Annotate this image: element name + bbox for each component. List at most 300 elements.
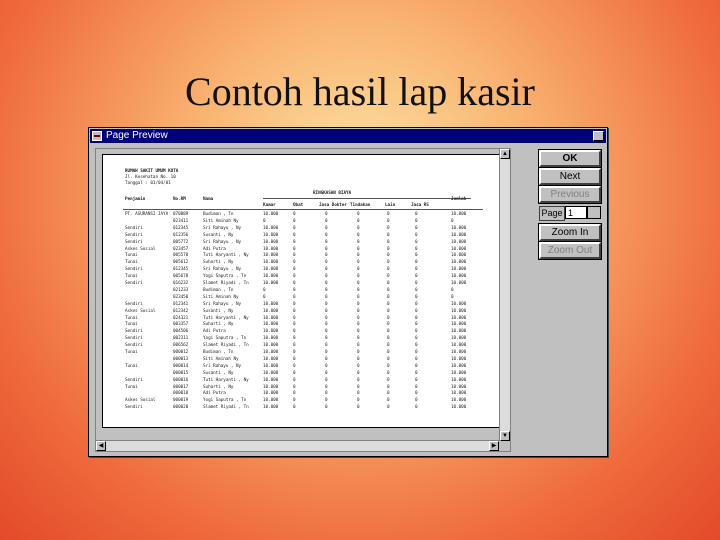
cell-jasa-dokter: 0 [325,260,328,266]
cell-kamar: 10.000 [263,370,279,376]
report-address: Jl. Kesehatan No. 10 [125,175,176,180]
cell-jumlah: 10.000 [451,322,467,328]
cell-tindakan: 0 [357,308,360,314]
next-button[interactable]: Next [539,168,601,185]
cell-jasa-rs: 0 [415,308,418,314]
cell-nama: Budiman , Tn [203,212,234,217]
preview-area [95,148,511,452]
cell-no-rm: 004506 [173,329,189,335]
cell-penjamin: Sendiri [125,301,143,307]
report-org: RUMAH SAKIT UMUM KOTA [125,169,179,174]
cell-lain: 0 [387,281,390,286]
cell-jumlah: 10.000 [451,377,467,383]
page-label: Page [539,206,565,221]
cell-nama: Adi Putra [203,329,226,335]
cell-tindakan: 0 [357,315,360,321]
vertical-scrollbar[interactable] [499,149,510,441]
cell-kamar: 10.000 [263,405,279,411]
cell-jumlah: 10.000 [451,232,467,238]
cell-kamar: 10.000 [263,308,279,314]
cell-jumlah: 10.000 [451,329,467,335]
cell-tindakan: 0 [357,356,360,362]
cell-kamar: 10.000 [263,377,279,383]
cell-jasa-rs: 0 [415,377,418,383]
cell-no-rm: 000013 [173,356,189,362]
cell-lain: 0 [387,260,390,266]
cell-jasa-rs: 0 [415,212,418,217]
cell-kamar: 10.000 [263,267,279,273]
cell-no-rm: 000012 [173,350,189,355]
cell-kamar: 10.000 [263,336,279,342]
cell-obat: 0 [293,343,296,349]
cell-tindakan: 0 [357,267,360,273]
cell-jasa-rs: 0 [415,336,418,342]
cell-lain: 0 [387,336,390,342]
cell-tindakan: 0 [357,218,360,224]
cell-penjamin: Sendiri [125,343,143,349]
cell-nama: Sri Rahayu , Ny [203,301,242,307]
cell-jumlah: 10.000 [451,225,467,231]
cell-penjamin: Tunai [125,260,138,266]
cell-nama: Sri Rahayu , Ny [203,239,242,245]
cell-obat: 0 [293,267,296,273]
cell-no-rm: 000016 [173,377,189,383]
cell-obat: 0 [293,391,296,397]
cell-tindakan: 0 [357,232,360,238]
cell-tindakan: 0 [357,322,360,328]
cell-nama: Susanti , Ny [203,370,234,376]
cell-jasa-rs: 0 [415,260,418,266]
cell-lain: 0 [387,370,390,376]
cell-jumlah: 0 [451,218,454,224]
page-preview-window [88,127,608,457]
header-no-rm: No.RM [173,197,186,202]
horizontal-scrollbar[interactable] [96,440,499,451]
cell-jasa-dokter: 0 [325,405,328,411]
cell-jasa-dokter: 0 [325,287,328,293]
cell-jumlah: 10.000 [451,391,467,397]
cell-kamar: 0 [263,287,266,293]
cell-kamar: 10.000 [263,350,279,355]
cell-tindakan: 0 [357,281,360,286]
cell-penjamin: Tunai [125,384,138,390]
cell-tindakan: 0 [357,301,360,307]
cell-lain: 0 [387,212,390,217]
header-jumlah: Jumlah [451,197,467,202]
cell-jumlah: 10.000 [451,398,467,404]
cell-jumlah: 10.000 [451,370,467,376]
cell-obat: 0 [293,294,296,300]
cell-nama: Siti Aminah Ny [203,356,239,362]
cell-penjamin: Tunai [125,350,138,355]
cell-no-rm: 000015 [173,370,189,376]
cell-penjamin: Sendiri [125,377,143,383]
cell-no-rm: 000017 [173,384,189,390]
cell-jasa-rs: 0 [415,384,418,390]
cell-tindakan: 0 [357,253,360,259]
cell-jasa-rs: 0 [415,356,418,362]
cell-jasa-rs: 0 [415,294,418,300]
cell-obat: 0 [293,218,296,224]
cell-jasa-rs: 0 [415,398,418,404]
cell-no-rm: 012341 [173,301,189,307]
cell-nama: Tuti Haryanti , Ny [203,253,249,259]
cell-lain: 0 [387,253,390,259]
cell-nama: Susanti , Ny [203,232,234,238]
cell-lain: 0 [387,308,390,314]
ok-button[interactable]: OK [539,150,601,167]
cell-jasa-dokter: 0 [325,294,328,300]
cell-jasa-rs: 0 [415,363,418,369]
cell-tindakan: 0 [357,391,360,397]
header-penjamin: Penjamin [125,197,146,202]
cell-kamar: 10.000 [263,225,279,231]
cell-lain: 0 [387,377,390,383]
cell-jumlah: 10.000 [451,267,467,273]
cell-no-rm: 024321 [173,315,189,321]
cell-tindakan: 0 [357,363,360,369]
cell-no-rm: 000018 [173,391,189,397]
scroll-right-icon[interactable]: ▶ [489,441,499,451]
cell-kamar: 10.000 [263,356,279,362]
cell-nama: Siti Aminah Ny [203,218,239,224]
cell-penjamin: Askes Sosial [125,246,156,252]
cell-lain: 0 [387,315,390,321]
cell-penjamin: Askes Sosial [125,398,156,404]
system-menu-icon[interactable] [92,131,102,141]
cell-jasa-rs: 0 [415,225,418,231]
cell-lain: 0 [387,405,390,411]
window-titlebar[interactable] [90,129,606,143]
cell-lain: 0 [387,246,390,252]
cell-penjamin: Tunai [125,322,138,328]
cell-jasa-dokter: 0 [325,301,328,307]
cell-no-rm: 070889 [173,212,189,217]
cell-penjamin: Sendiri [125,281,143,286]
cell-jumlah: 10.000 [451,239,467,245]
cell-obat: 0 [293,356,296,362]
cell-penjamin: Sendiri [125,225,143,231]
cell-kamar: 0 [263,218,266,224]
cell-kamar: 10.000 [263,329,279,335]
cell-lain: 0 [387,343,390,349]
cell-tindakan: 0 [357,294,360,300]
cell-nama: Sri Rahayu , Ny [203,225,242,231]
cell-nama: Tuti Haryanti , Ny [203,377,249,383]
cell-tindakan: 0 [357,287,360,293]
cell-kamar: 10.000 [263,398,279,404]
cell-penjamin: Tunai [125,315,138,321]
cell-jasa-dokter: 0 [325,350,328,355]
cell-jumlah: 10.000 [451,212,467,217]
header-jasa-rs: Jasa RS [411,203,429,208]
cell-jasa-dokter: 0 [325,239,328,245]
cell-tindakan: 0 [357,246,360,252]
cell-lain: 0 [387,287,390,293]
cell-jumlah: 10.000 [451,405,467,411]
cell-jumlah: 10.000 [451,343,467,349]
cell-jasa-rs: 0 [415,405,418,411]
cell-jumlah: 10.000 [451,363,467,369]
cell-lain: 0 [387,301,390,307]
cell-penjamin: Tunai [125,363,138,369]
cell-tindakan: 0 [357,336,360,342]
report-column-group: RINGKASAN BIAYA [313,191,352,196]
window-title: Page Preview [106,130,168,141]
cell-tindakan: 0 [357,350,360,355]
scroll-up-icon[interactable]: ▲ [500,149,510,159]
cell-obat: 0 [293,405,296,411]
cell-obat: 0 [293,253,296,259]
cell-no-rm: 005678 [173,274,189,280]
cell-obat: 0 [293,287,296,293]
cell-jumlah: 10.000 [451,384,467,390]
report-date: Tanggal : 01/04/01 [125,181,171,186]
cell-penjamin: Sendiri [125,336,143,342]
report-page [102,154,500,428]
cell-no-rm: 016232 [173,281,189,286]
cell-jasa-dokter: 0 [325,232,328,238]
cell-tindakan: 0 [357,405,360,411]
cell-jasa-rs: 0 [415,350,418,355]
cell-kamar: 10.000 [263,315,279,321]
cell-nama: Adi Putra [203,246,226,252]
cell-kamar: 10.000 [263,246,279,252]
cell-tindakan: 0 [357,377,360,383]
cell-jasa-dokter: 0 [325,391,328,397]
cell-kamar: 10.000 [263,343,279,349]
cell-jasa-dokter: 0 [325,336,328,342]
cell-jumlah: 0 [451,294,454,300]
cell-jumlah: 10.000 [451,336,467,342]
cell-obat: 0 [293,274,296,280]
cell-lain: 0 [387,398,390,404]
cell-jasa-rs: 0 [415,239,418,245]
cell-no-rm: 006562 [173,343,189,349]
cell-nama: Sri Rahayu , Ny [203,363,242,369]
cell-lain: 0 [387,294,390,300]
cell-tindakan: 0 [357,370,360,376]
cell-kamar: 10.000 [263,363,279,369]
cell-kamar: 10.000 [263,274,279,280]
cell-jasa-dokter: 0 [325,246,328,252]
cell-no-rm: 012356 [173,232,189,238]
cell-jasa-rs: 0 [415,322,418,328]
cell-jasa-rs: 0 [415,315,418,321]
cell-obat: 0 [293,301,296,307]
cell-jasa-dokter: 0 [325,370,328,376]
cell-jumlah: 10.000 [451,301,467,307]
cell-nama: Yogi Saputra , Tn [203,398,247,404]
header-jasa-dokter: Jasa Dokter [319,203,347,208]
cell-obat: 0 [293,363,296,369]
cell-lain: 0 [387,356,390,362]
cell-obat: 0 [293,377,296,383]
cell-obat: 0 [293,370,296,376]
cell-obat: 0 [293,329,296,335]
cell-obat: 0 [293,322,296,328]
cell-kamar: 10.000 [263,301,279,307]
page-spinner-icon[interactable] [587,206,601,219]
cell-tindakan: 0 [357,329,360,335]
cell-nama: Slamet Riyadi , Tn [203,405,249,411]
cell-jasa-dokter: 0 [325,267,328,273]
cell-jasa-dokter: 0 [325,377,328,383]
cell-obat: 0 [293,315,296,321]
header-underline [123,209,483,210]
cell-kamar: 10.000 [263,260,279,266]
cell-obat: 0 [293,260,296,266]
cell-penjamin: Sendiri [125,405,143,411]
cell-jasa-dokter: 0 [325,329,328,335]
cell-no-rm: 012345 [173,225,189,231]
cell-jasa-rs: 0 [415,301,418,307]
cell-tindakan: 0 [357,274,360,280]
slide-title: Contoh hasil lap kasir [185,69,535,114]
header-kamar: Kamar [263,203,276,208]
cell-no-rm: 000020 [173,405,189,411]
cell-jasa-rs: 0 [415,218,418,224]
cell-lain: 0 [387,267,390,273]
cell-kamar: 10.000 [263,384,279,390]
cell-nama: Budiman , Tn [203,287,234,293]
cell-obat: 0 [293,308,296,314]
cell-penjamin: Tunai [125,253,138,259]
cell-jumlah: 10.000 [451,281,467,286]
cell-no-rm: 021233 [173,287,189,293]
cell-penjamin: Sendiri [125,232,143,238]
cell-tindakan: 0 [357,260,360,266]
cell-lain: 0 [387,274,390,280]
cell-obat: 0 [293,336,296,342]
cell-kamar: 10.000 [263,391,279,397]
cell-tindakan: 0 [357,343,360,349]
previous-button[interactable]: Previous [539,186,601,203]
cell-jasa-rs: 0 [415,232,418,238]
cell-no-rm: 012342 [173,308,189,314]
scroll-left-icon[interactable]: ◀ [96,441,106,451]
cell-jumlah: 0 [451,287,454,293]
cell-lain: 0 [387,391,390,397]
cell-no-rm: 012345 [173,267,189,273]
cell-penjamin: Sendiri [125,329,143,335]
cell-obat: 0 [293,281,296,286]
cell-nama: Slamet Riyadi , Tn [203,343,249,349]
cell-jasa-rs: 0 [415,329,418,335]
cell-jumlah: 10.000 [451,260,467,266]
cell-jasa-dokter: 0 [325,225,328,231]
cell-jasa-dokter: 0 [325,363,328,369]
cell-no-rm: 005772 [173,239,189,245]
cell-obat: 0 [293,384,296,390]
cell-jasa-dokter: 0 [325,308,328,314]
cell-no-rm: 023411 [173,218,189,224]
cell-jasa-rs: 0 [415,287,418,293]
cell-nama: Adi Putra [203,391,226,397]
cell-lain: 0 [387,218,390,224]
cell-kamar: 10.000 [263,239,279,245]
cell-no-rm: 003357 [173,322,189,328]
cell-jumlah: 10.000 [451,350,467,355]
header-obat: Obat [293,203,304,208]
scroll-down-icon[interactable]: ▼ [500,431,510,441]
cell-jasa-dokter: 0 [325,218,328,224]
cell-jasa-dokter: 0 [325,356,328,362]
cell-jasa-rs: 0 [415,343,418,349]
cell-no-rm: 005612 [173,260,189,266]
cell-lain: 0 [387,329,390,335]
cell-tindakan: 0 [357,212,360,217]
cell-penjamin: Askes Sosial [125,308,156,314]
cell-tindakan: 0 [357,398,360,404]
group-underline [263,198,471,199]
cell-nama: Yogi Saputra , Tn [203,336,247,342]
cell-obat: 0 [293,232,296,238]
cell-jasa-dokter: 0 [325,274,328,280]
cell-jasa-rs: 0 [415,267,418,273]
cell-no-rm: 023450 [173,294,189,300]
cell-jasa-dokter: 0 [325,212,328,217]
cell-jumlah: 10.000 [451,274,467,280]
cell-nama: Slamet Riyadi , Tn [203,281,249,286]
cell-tindakan: 0 [357,384,360,390]
close-icon[interactable] [593,131,604,141]
cell-penjamin: Sendiri [125,267,143,273]
cell-nama: Tuti Haryanti , Ny [203,315,249,321]
cell-lain: 0 [387,225,390,231]
zoom-in-button[interactable]: Zoom In [539,224,601,241]
cell-jasa-rs: 0 [415,281,418,286]
cell-nama: Siti Aminah Ny [203,294,239,300]
cell-no-rm: 002311 [173,336,189,342]
cell-nama: Suharti , Ny [203,322,234,328]
cell-nama: Suharti , Ny [203,260,234,266]
cell-jumlah: 10.000 [451,308,467,314]
cell-jumlah: 10.000 [451,315,467,321]
cell-jumlah: 10.000 [451,246,467,252]
cell-no-rm: 000019 [173,398,189,404]
cell-jasa-rs: 0 [415,370,418,376]
cell-jasa-dokter: 0 [325,322,328,328]
page-number-input[interactable]: 1 [565,206,587,219]
cell-kamar: 10.000 [263,322,279,328]
cell-lain: 0 [387,363,390,369]
cell-nama: Susanti , Ny [203,308,234,314]
cell-tindakan: 0 [357,239,360,245]
cell-jumlah: 10.000 [451,253,467,259]
cell-jumlah: 10.000 [451,356,467,362]
cell-lain: 0 [387,384,390,390]
cell-jasa-rs: 0 [415,253,418,259]
cell-jasa-dokter: 0 [325,253,328,259]
cell-jasa-dokter: 0 [325,384,328,390]
cell-no-rm: 000014 [173,363,189,369]
cell-jasa-rs: 0 [415,274,418,280]
cell-penjamin: Sendiri [125,239,143,245]
cell-nama: Sri Rahayu , Ny [203,267,242,273]
cell-nama: Yogi Saputra , Tn [203,274,247,280]
cell-obat: 0 [293,398,296,404]
cell-obat: 0 [293,239,296,245]
cell-no-rm: 005578 [173,253,189,259]
cell-nama: Suharti , Ny [203,384,234,390]
zoom-out-button[interactable]: Zoom Out [539,242,601,259]
cell-kamar: 0 [263,294,266,300]
cell-tindakan: 0 [357,225,360,231]
cell-obat: 0 [293,212,296,217]
cell-penjamin: Tunai [125,274,138,280]
cell-kamar: 10.000 [263,281,279,286]
